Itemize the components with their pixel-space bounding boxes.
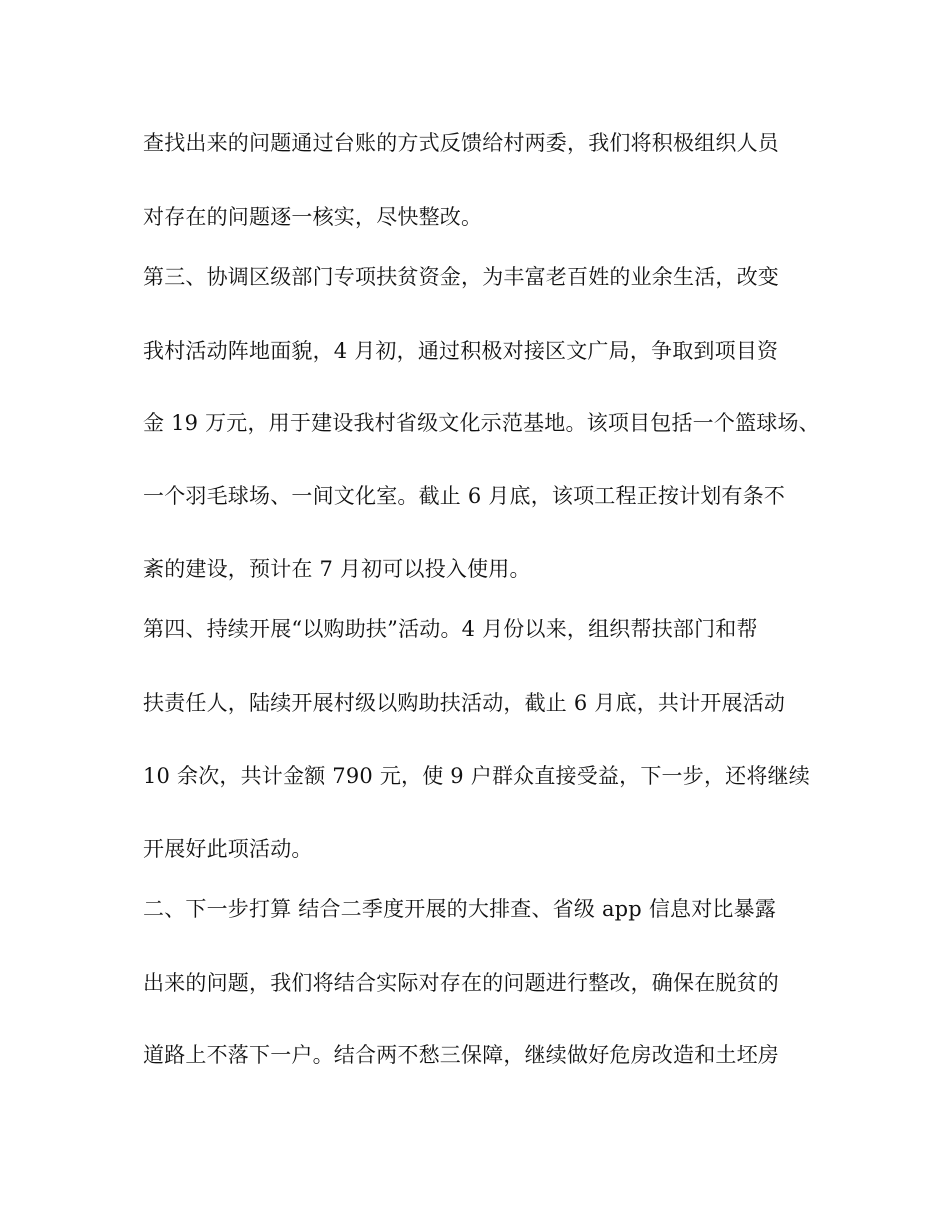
text-line: 查找出来的问题通过台账的方式反馈给村两委，我们将积极组织人员 bbox=[143, 131, 779, 155]
text-line: 第四、持续开展“以购助扶”活动。4 月份以来，组织帮扶部门和帮 bbox=[143, 617, 758, 641]
text-line: 道路上不落下一户。结合两不愁三保障，继续做好危房改造和土坯房 bbox=[143, 1043, 779, 1067]
text-line: 金 19 万元，用于建设我村省级文化示范基地。该项目包括一个篮球场、 bbox=[143, 411, 820, 435]
text-line: 二、下一步打算 结合二季度开展的大排查、省级 app 信息对比暴露 bbox=[143, 897, 777, 921]
text-line: 扶责任人，陆续开展村级以购助扶活动，截止 6 月底，共计开展活动 bbox=[143, 691, 786, 715]
text-line: 开展好此项活动。 bbox=[143, 837, 313, 861]
text-line: 出来的问题，我们将结合实际对存在的问题进行整改，确保在脱贫的 bbox=[143, 971, 779, 995]
text-line: 第三、协调区级部门专项扶贫资金，为丰富老百姓的业余生活，改变 bbox=[143, 265, 779, 289]
text-line: 我村活动阵地面貌，4 月初，通过积极对接区文广局，争取到项目资 bbox=[143, 339, 779, 363]
text-line: 10 余次，共计金额 790 元，使 9 户群众直接受益，下一步，还将继续 bbox=[143, 764, 810, 788]
text-line: 紊的建设，预计在 7 月初可以投入使用。 bbox=[143, 557, 531, 581]
text-line: 一个羽毛球场、一间文化室。截止 6 月底，该项工程正按计划有条不 bbox=[143, 484, 786, 508]
text-line: 对存在的问题逐一核实，尽快整改。 bbox=[143, 205, 483, 229]
